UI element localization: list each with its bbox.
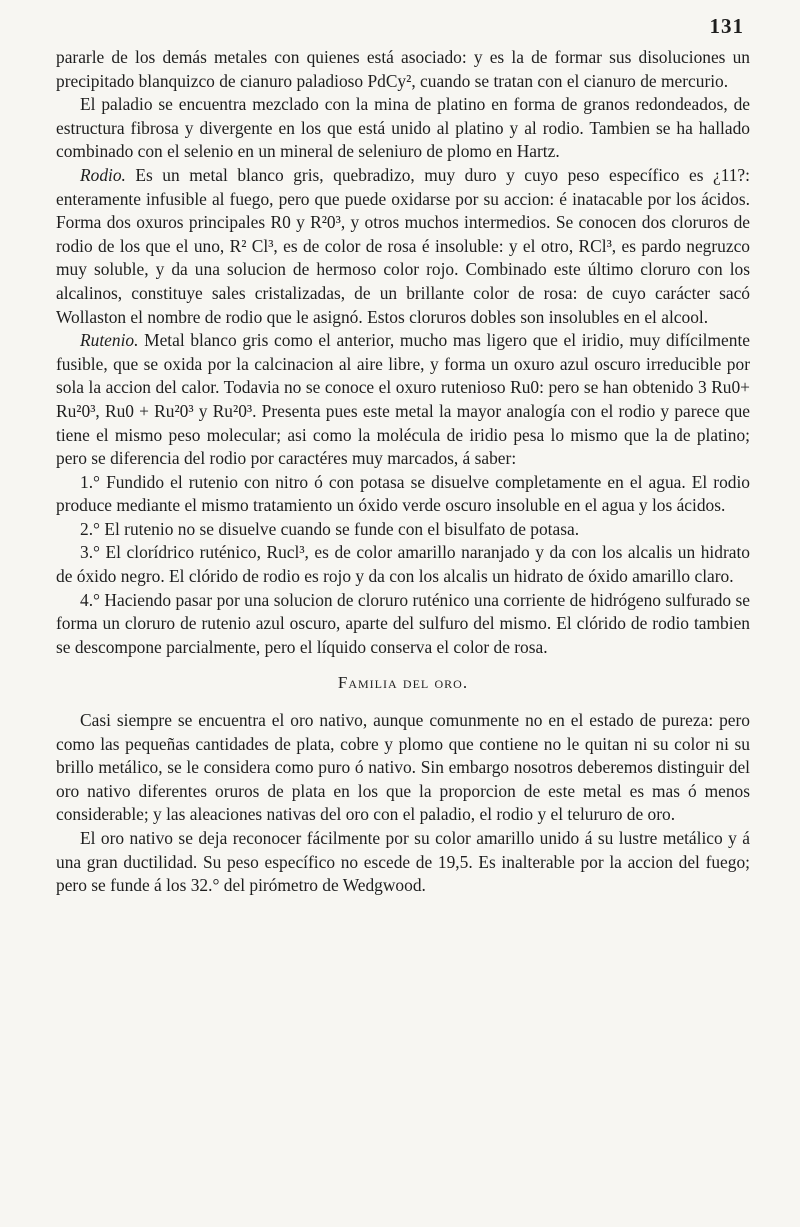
- paragraph-oro-2: El oro nativo se deja reconocer fácilmente por su color amarillo unido á su lustre metálico y á una gran ductilidad. Su peso específico no escede de 19,5. Es inalterable por la accion del fuego; pero se funde á los 32.° del pirómetro de Wedgwood.: [56, 828, 750, 896]
- paragraph-rodio: Rodio. Es un metal blanco gris, quebradizo, muy duro y cuyo peso específico es ¿11?: enteramente infusible al fuego, pero que puede oxidarse por su accion: é inatacable por los ácidos. Forma dos oxuros principales R0 y R²0³, y otros muchos intermedios. Se conocen dos cloruros de rodio de los que el uno, R² Cl³, es de color de rosa é insoluble: y el otro, RCl³, es pardo negruzco muy soluble, y da una solucion de hermoso color rojo. Combinado este último cloruro con los alcalinos, constituye sales cristalizadas, de un brillante color de rosa: de cuyo carácter sacó Wollaston el nombre de rodio que le asignó. Estos cloruros dobles son insolubles en el alcool.: [56, 164, 750, 327]
- page-body: [56, 46, 750, 898]
- paragraph-oro-1: Casi siempre se encuentra el oro nativo, aunque comunmente no en el estado de pureza: pero como las pequeñas cantidades de plata, cobre y plomo que contiene no le quitan ni su color ni su brillo metálico, se le considera como puro ó nativo. Sin embargo nosotros deberemos distinguir del oro nativo diferentes oruros de plata en los que la proporcion de este metal es mas ó menos considerable; y las aleaciones nativas del oro con el paladio, el rodio y el telururo de oro.: [56, 710, 750, 825]
- list-item-2: 2.° El rutenio no se disuelve cuando se funde con el bisulfato de potasa.: [80, 518, 580, 539]
- paragraph-rutenio: Rutenio. Metal blanco gris como el anterior, mucho mas ligero que el iridio, muy difícilmente fusible, que se oxida por la calcinacion al aire libre, y forma un oxuro azul oscuro irreducible por sola la accion del calor. Todavia no se conoce el oxuro rutenioso Ru0: pero se han obtenido 3 Ru0+ Ru²0³, Ru0 + Ru²0³ y Ru²0³. Presenta pues este metal la mayor analogía con el rodio y parece que tiene el mismo peso molecular; asi como la molécula de iridio pesa lo mismo que la de platino; pero se diferencia del rodio por caractéres muy marcados, á saber:: [56, 330, 750, 469]
- list-item-1: 1.° Fundido el rutenio con nitro ó con potasa se disuelve completamente en el agua. El rodio produce mediante el mismo tratamiento un óxido verde oscuro insoluble en el agua y los ácidos.: [56, 471, 750, 516]
- list-item-3: 3.° El clorídrico ruténico, Rucl³, es de color amarillo naranjado y da con los alcalis un hidrato de óxido negro. El clórido de rodio es rojo y da con los alcalis un hidrato de óxido amarillo claro.: [56, 542, 750, 587]
- section-heading: Familia del oro.: [337, 673, 469, 693]
- page-number: 131: [709, 14, 744, 38]
- paragraph-1: pararle de los demás metales con quienes está asociado: y es la de formar sus disoluciones un precipitado blanquizco de cianuro paladioso PdCy², cuando se tratan con el cianuro de mercurio.: [56, 47, 750, 91]
- term-rodio: Rodio.: [80, 164, 126, 185]
- paragraph-2: El paladio se encuentra mezclado con la mina de platino en forma de granos redondeados, de estructura fibrosa y divergente en los que está unido al platino y al rodio. Tambien se ha hallado combinado con el selenio en un mineral de seleniuro de plomo en Hartz.: [56, 94, 750, 162]
- list-item-4: 4.° Haciendo pasar por una solucion de cloruro ruténico una corriente de hidrógeno sulfurado se forma un cloruro de rutenio azul oscuro, aparte del sulfuro del mismo. El clórido de rodio tambien se descompone parcialmente, pero el líquido conserva el color de rosa.: [56, 589, 750, 657]
- term-rutenio: Rutenio.: [80, 330, 139, 351]
